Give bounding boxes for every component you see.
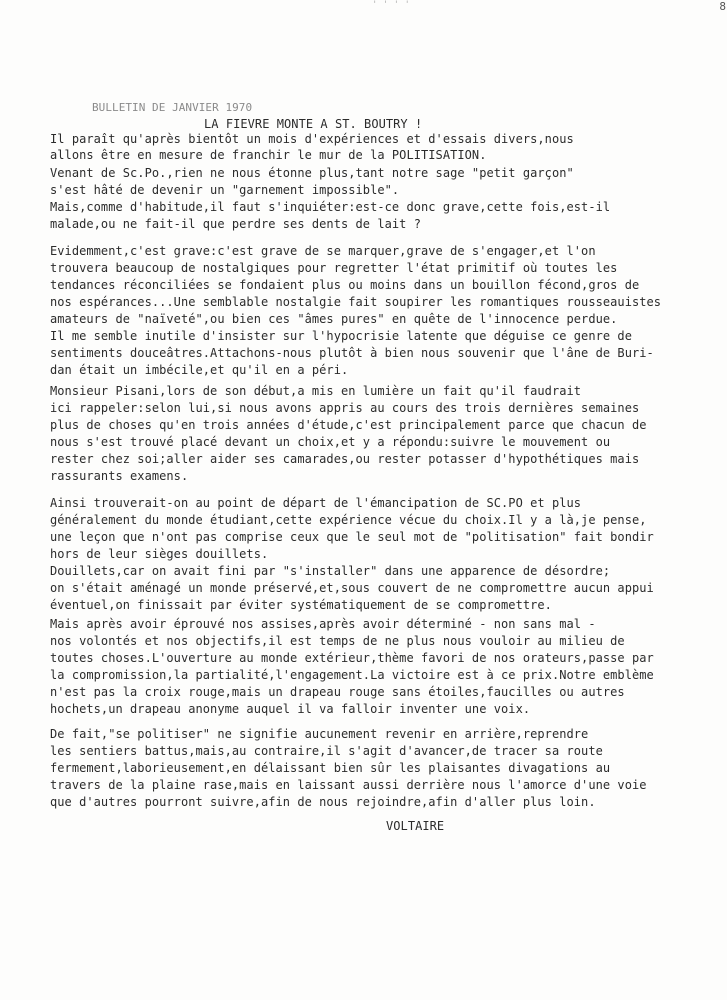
page-corner-mark: 8 xyxy=(719,0,726,13)
paragraph-2-line-2: trouvera beaucoup de nostalgiques pour regretter l'état primitif où toutes les xyxy=(50,261,618,275)
paragraph-3-line-6: rassurants examens. xyxy=(50,469,189,483)
paragraph-2-line-8: dan était un imbécile,et qu'il en a péri. xyxy=(50,363,349,377)
paragraph-6-line-4: la compromission,la partialité,l'engagement.La victoire est à ce prix.Notre emblème xyxy=(50,668,654,682)
paragraph-7-line-1: De fait,"se politiser" ne signifie aucunement revenir en arrière,reprendre xyxy=(50,727,589,741)
paragraph-6-line-6: hochets,un drapeau anonyme auquel il va falloir inventer une voix. xyxy=(50,702,531,716)
paragraph-1-line-2: allons être en mesure de franchir le mur de la POLITISATION. xyxy=(50,148,487,162)
paragraph-3-line-1: Monsieur Pisani,lors de son début,a mis en lumière un fait qu'il faudrait xyxy=(50,384,582,398)
paragraph-3-line-5: rester chez soi;aller aider ses camarades,ou rester potasser d'hypothétiques mais xyxy=(50,452,640,466)
paragraph-7-line-4: travers de la plaine rase,mais en laissant aussi derrière nous l'amorce d'une voie xyxy=(50,778,647,792)
paragraph-7-line-3: fermement,laborieusement,en délaissant bien sûr les plaisantes divagations au xyxy=(50,761,611,775)
paragraph-2-line-1: Evidemment,c'est grave:c'est grave de se marquer,grave de s'engager,et l'on xyxy=(50,244,596,258)
paragraph-3-line-2: ici rappeler:selon lui,si nous avons appris au cours des trois dernières semaines xyxy=(50,401,640,415)
article-title: LA FIEVRE MONTE A ST. BOUTRY ! xyxy=(204,117,423,131)
paragraph-5-line-1: Douillets,car on avait fini par "s'installer" dans une apparence de désordre; xyxy=(50,564,611,578)
paragraph-1-line-5: Mais,comme d'habitude,il faut s'inquiéter:est-ce donc grave,cette fois,est-il xyxy=(50,200,611,214)
paragraph-6-line-3: toutes choses.L'ouverture au monde extérieur,thème favori de nos orateurs,passe par xyxy=(50,651,654,665)
paragraph-1-line-1: Il paraît qu'après bientôt un mois d'expériences et d'essais divers,nous xyxy=(50,132,574,146)
paragraph-6-line-1: Mais après avoir éprouvé nos assises,après avoir déterminé - non sans mal - xyxy=(50,617,596,631)
paragraph-1-line-6: malade,ou ne fait-il que perdre ses dents de lait ? xyxy=(50,217,422,231)
paragraph-7-line-2: les sentiers battus,mais,au contraire,il s'agit d'avancer,de tracer sa route xyxy=(50,744,603,758)
paragraph-2-line-4: nos espérances...Une semblable nostalgie fait soupirer les romantiques rousseauistes xyxy=(50,295,662,309)
paragraph-2-line-5: amateurs de "naïveté",ou bien ces "âmes pures" en quête de l'innocence perdue. xyxy=(50,312,618,326)
paragraph-4-line-3: une leçon que n'ont pas comprise ceux que le seul mot de "politisation" fait bondir xyxy=(50,530,654,544)
page-top-mark: ' ' ' ' xyxy=(372,0,410,10)
paragraph-5-line-2: on s'était aménagé un monde préservé,et,sous couvert de ne compromettre aucun appui xyxy=(50,581,654,595)
paragraph-1-line-4: s'est hâté de devenir un "garnement impossible". xyxy=(50,183,400,197)
paragraph-7-line-5: que d'autres pourront suivre,afin de nous rejoindre,afin d'aller plus loin. xyxy=(50,795,596,809)
paragraph-2-line-3: tendances réconciliées se fondaient plus ou moins dans un bouillon fécond,gros de xyxy=(50,278,640,292)
paragraph-4-line-2: généralement du monde étudiant,cette expérience vécue du choix.Il y a là,je pense, xyxy=(50,513,647,527)
paragraph-2-line-6: Il me semble inutile d'insister sur l'hypocrisie latente que déguise ce genre de xyxy=(50,329,632,343)
paragraph-4-line-1: Ainsi trouverait-on au point de départ de l'émancipation de SC.PO et plus xyxy=(50,496,582,510)
paragraph-3-line-4: nous s'est trouvé placé devant un choix,et y a répondu:suivre le mouvement ou xyxy=(50,435,611,449)
paragraph-6-line-2: nos volontés et nos objectifs,il est temps de ne plus nous vouloir au milieu de xyxy=(50,634,625,648)
bulletin-header: BULLETIN DE JANVIER 1970 xyxy=(92,101,253,114)
paragraph-3-line-3: plus de choses qu'en trois années d'étude,c'est principalement parce que chacun de xyxy=(50,418,647,432)
paragraph-4-line-4: hors de leur sièges douillets. xyxy=(50,547,269,561)
author-signature: VOLTAIRE xyxy=(386,819,445,833)
paragraph-2-line-7: sentiments douceâtres.Attachons-nous plutôt à bien nous souvenir que l'âne de Buri- xyxy=(50,346,654,360)
paragraph-5-line-3: éventuel,on finissait par éviter systématiquement de se compromettre. xyxy=(50,598,552,612)
paragraph-6-line-5: n'est pas la croix rouge,mais un drapeau rouge sans étoiles,faucilles ou autres xyxy=(50,685,625,699)
paragraph-1-line-3: Venant de Sc.Po.,rien ne nous étonne plus,tant notre sage "petit garçon" xyxy=(50,166,574,180)
